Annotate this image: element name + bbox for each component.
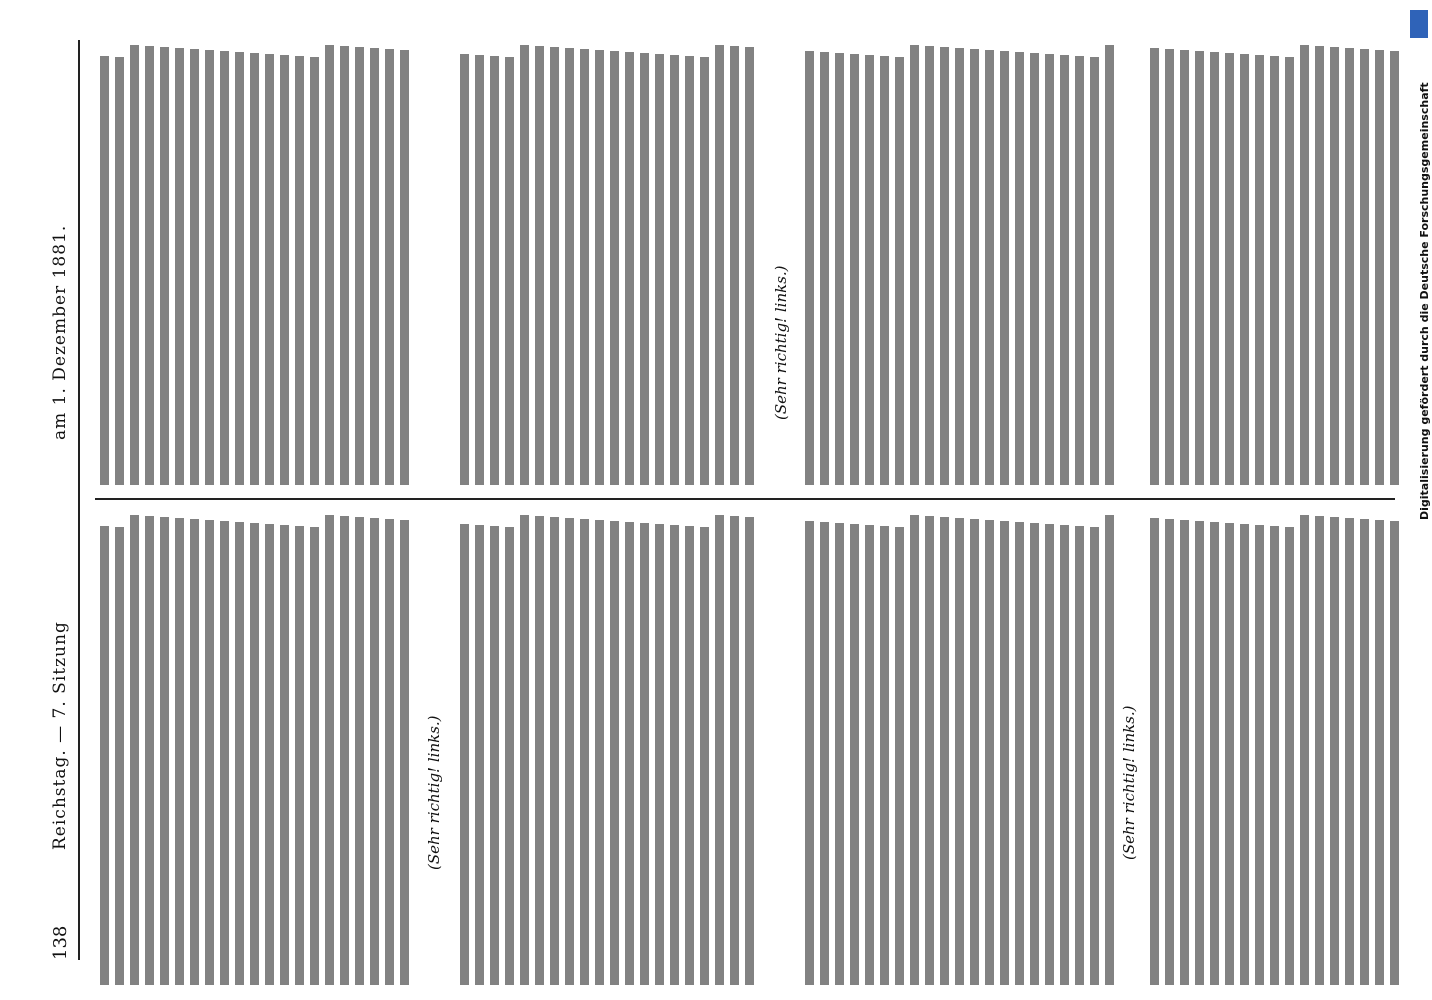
text-line <box>1240 524 1249 985</box>
text-line <box>940 47 949 485</box>
text-line <box>1375 520 1384 985</box>
text-line <box>340 516 349 985</box>
reaction-note: (Sehr richtig! links.) <box>425 715 443 870</box>
text-line <box>1015 52 1024 485</box>
text-line <box>520 45 529 485</box>
text-line <box>460 54 469 485</box>
text-line <box>820 522 829 985</box>
text-line <box>1375 50 1384 485</box>
text-line <box>550 47 559 485</box>
text-line <box>505 57 514 485</box>
text-line <box>385 49 394 485</box>
text-line <box>745 517 754 985</box>
text-line <box>550 517 559 985</box>
text-line <box>235 52 244 485</box>
text-line <box>1195 51 1204 485</box>
text-line <box>1195 521 1204 985</box>
text-line <box>400 50 409 485</box>
page-header-date: am 1. Dezember 1881. <box>50 224 70 440</box>
text-line <box>685 526 694 985</box>
page-header-title: Reichstag. — 7. Sitzung <box>50 621 70 850</box>
text-line <box>325 515 334 985</box>
text-line <box>520 515 529 985</box>
text-line <box>310 57 319 485</box>
text-line <box>475 525 484 985</box>
text-line <box>1240 54 1249 485</box>
text-line <box>100 56 109 485</box>
text-line <box>1285 57 1294 485</box>
text-line <box>940 517 949 985</box>
text-line <box>955 48 964 485</box>
text-line <box>115 527 124 985</box>
text-line <box>1000 51 1009 485</box>
text-line <box>865 55 874 485</box>
text-line <box>640 523 649 985</box>
text-line <box>655 524 664 985</box>
text-line <box>370 48 379 485</box>
text-line <box>1075 56 1084 485</box>
text-line <box>850 54 859 485</box>
text-line <box>1060 525 1069 985</box>
text-line <box>1180 50 1189 485</box>
text-line <box>490 56 499 485</box>
text-line <box>1210 52 1219 485</box>
text-line <box>670 525 679 985</box>
text-line <box>715 515 724 985</box>
text-line <box>670 55 679 485</box>
text-line <box>1300 45 1309 485</box>
text-line <box>1390 51 1399 485</box>
text-line <box>145 516 154 985</box>
text-line <box>1360 49 1369 485</box>
text-line <box>985 50 994 485</box>
text-line <box>625 522 634 985</box>
text-line <box>160 517 169 985</box>
text-line <box>580 49 589 485</box>
text-line <box>475 55 484 485</box>
text-line <box>565 518 574 985</box>
text-line <box>205 520 214 985</box>
text-line <box>310 527 319 985</box>
text-line <box>1300 515 1309 985</box>
text-line <box>685 56 694 485</box>
text-line <box>1210 522 1219 985</box>
text-line <box>175 518 184 985</box>
text-line <box>1255 55 1264 485</box>
text-line <box>745 47 754 485</box>
text-line <box>850 524 859 985</box>
text-line <box>535 46 544 485</box>
text-line <box>625 52 634 485</box>
text-line <box>955 518 964 985</box>
text-line <box>580 519 589 985</box>
text-line <box>250 523 259 985</box>
text-line <box>1390 521 1399 985</box>
text-line <box>715 45 724 485</box>
text-line <box>355 47 364 485</box>
reaction-note: (Sehr richtig! links.) <box>1120 705 1138 860</box>
text-line <box>610 51 619 485</box>
text-line <box>295 526 304 985</box>
text-line <box>160 47 169 485</box>
text-line <box>100 526 109 985</box>
text-line <box>325 45 334 485</box>
text-line <box>115 57 124 485</box>
text-line <box>1105 515 1114 985</box>
text-line <box>1345 518 1354 985</box>
text-line <box>265 54 274 485</box>
text-line <box>1030 523 1039 985</box>
text-line <box>265 524 274 985</box>
text-line <box>985 520 994 985</box>
text-line <box>895 57 904 485</box>
text-line <box>730 516 739 985</box>
text-line <box>1000 521 1009 985</box>
text-line <box>505 527 514 985</box>
text-line <box>895 527 904 985</box>
column-divider <box>95 498 1395 500</box>
text-line <box>490 526 499 985</box>
text-line <box>295 56 304 485</box>
text-line <box>700 527 709 985</box>
text-line <box>130 45 139 485</box>
text-line <box>910 515 919 985</box>
text-line <box>220 51 229 485</box>
text-line <box>1045 54 1054 485</box>
text-line <box>400 520 409 985</box>
text-line <box>835 523 844 985</box>
text-line <box>205 50 214 485</box>
text-line <box>1255 525 1264 985</box>
text-line <box>565 48 574 485</box>
text-line <box>145 46 154 485</box>
text-line <box>250 53 259 485</box>
text-line <box>370 518 379 985</box>
text-line <box>835 53 844 485</box>
text-line <box>880 56 889 485</box>
text-line <box>1285 527 1294 985</box>
text-line <box>925 46 934 485</box>
digitization-credit: Digitalisierung gefördert durch die Deutsche Forschungsgemeinschaft <box>1418 82 1431 520</box>
text-line <box>1345 48 1354 485</box>
text-line <box>1075 526 1084 985</box>
text-line <box>1165 519 1174 985</box>
text-line <box>655 54 664 485</box>
text-line <box>1150 518 1159 985</box>
text-line <box>805 521 814 985</box>
text-line <box>175 48 184 485</box>
text-line <box>535 516 544 985</box>
text-line <box>1090 527 1099 985</box>
text-line <box>190 519 199 985</box>
text-line <box>610 521 619 985</box>
text-line <box>1150 48 1159 485</box>
text-line <box>1315 46 1324 485</box>
text-line <box>1330 47 1339 485</box>
text-line <box>355 517 364 985</box>
text-line <box>1225 523 1234 985</box>
text-line <box>280 55 289 485</box>
text-line <box>1360 519 1369 985</box>
text-line <box>280 525 289 985</box>
text-line <box>220 521 229 985</box>
reaction-note: (Sehr richtig! links.) <box>772 265 790 420</box>
text-line <box>640 53 649 485</box>
text-line <box>460 524 469 985</box>
dfg-logo-icon <box>1410 10 1428 38</box>
page-number: 138 <box>50 925 71 960</box>
text-line <box>1270 526 1279 985</box>
text-line <box>1105 45 1114 485</box>
text-line <box>1180 520 1189 985</box>
text-line <box>595 50 604 485</box>
text-line <box>1045 524 1054 985</box>
text-line <box>1090 57 1099 485</box>
text-line <box>1270 56 1279 485</box>
text-line <box>970 519 979 985</box>
text-line <box>880 526 889 985</box>
text-line <box>340 46 349 485</box>
text-line <box>925 516 934 985</box>
text-line <box>730 46 739 485</box>
text-line <box>1060 55 1069 485</box>
text-line <box>235 522 244 985</box>
text-line <box>1225 53 1234 485</box>
text-line <box>595 520 604 985</box>
text-line <box>865 525 874 985</box>
text-line <box>190 49 199 485</box>
text-line <box>1030 53 1039 485</box>
text-line <box>1315 516 1324 985</box>
text-line <box>1015 522 1024 985</box>
text-line <box>385 519 394 985</box>
text-line <box>1165 49 1174 485</box>
text-line <box>970 49 979 485</box>
text-line <box>130 515 139 985</box>
text-line <box>805 51 814 485</box>
header-rule <box>78 40 80 960</box>
text-line <box>910 45 919 485</box>
text-line <box>700 57 709 485</box>
text-line <box>820 52 829 485</box>
text-line <box>1330 517 1339 985</box>
